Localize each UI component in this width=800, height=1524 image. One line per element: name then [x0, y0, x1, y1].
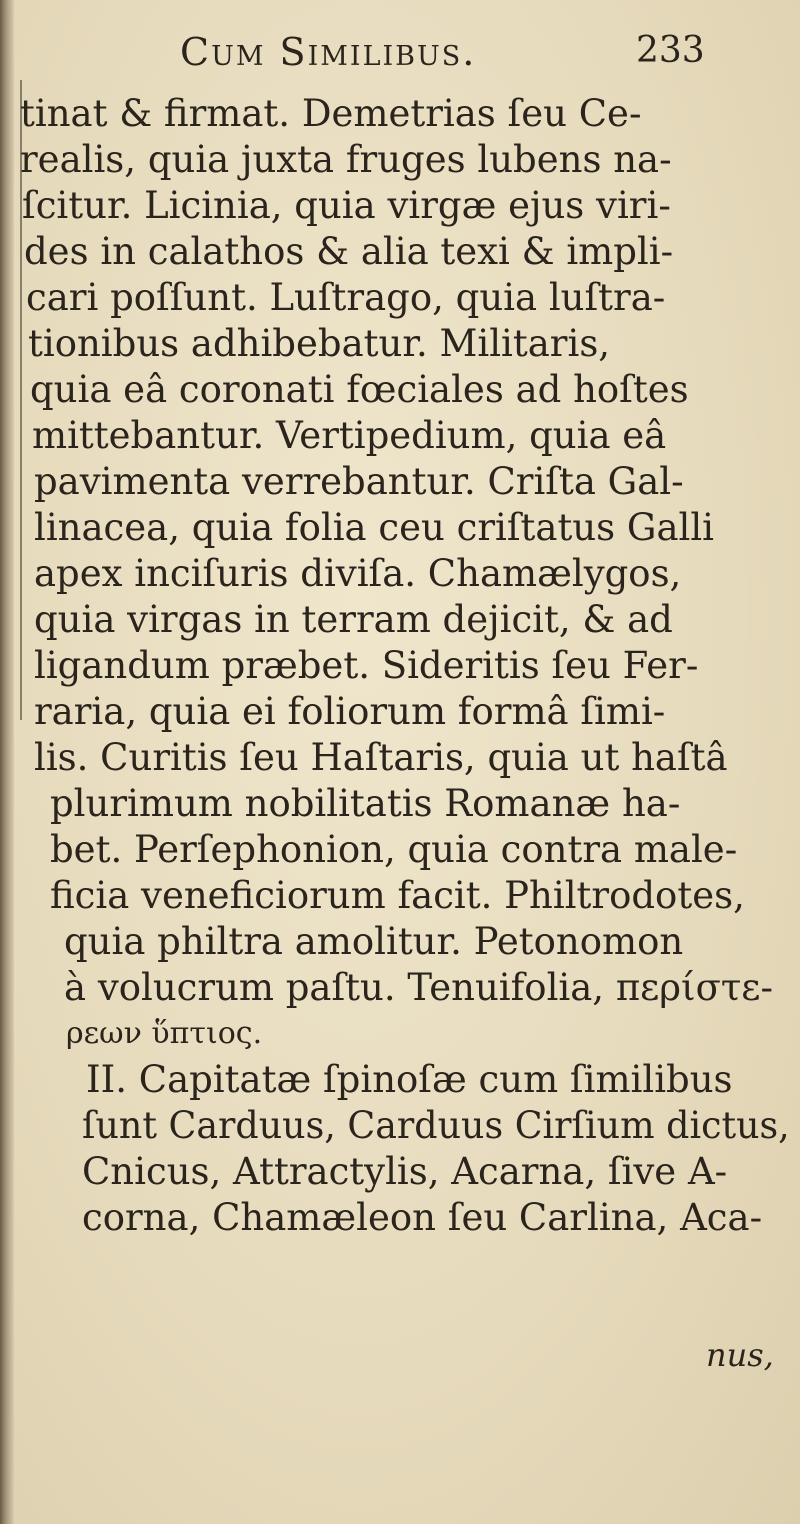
text-line: ρεων ὕπτιος. — [66, 1016, 263, 1051]
text-line: II. Capitatæ ſpinoſæ cum ſimilibus — [86, 1058, 733, 1101]
text-line: pavimenta verrebantur. Criſta Gal- — [34, 460, 684, 503]
text-line: linacea, quia folia ceu criſtatus Galli — [34, 506, 715, 549]
text-line: ſunt Carduus, Carduus Cirſium dictus, — [82, 1104, 790, 1147]
text-line: à volucrum paſtu. Tenuifolia, περίστε- — [64, 966, 773, 1009]
catchword: nus, — [706, 1336, 774, 1374]
text-line: des in calathos & alia texi & impli- — [24, 230, 674, 273]
text-line: mittebantur. Vertipedium, quia eâ — [32, 414, 667, 457]
text-line: ligandum præbet. Sideritis ſeu Fer- — [34, 644, 699, 687]
text-line: tinat & firmat. Demetrias ſeu Ce- — [20, 92, 642, 135]
text-line: quia philtra amolitur. Petonomon — [64, 920, 684, 963]
text-line: corna, Chamæleon ſeu Carlina, Aca- — [82, 1196, 763, 1239]
binding-gutter — [0, 0, 14, 1524]
text-line: tionibus adhibebatur. Militaris, — [28, 322, 611, 365]
text-line: ficia veneficiorum facit. Philtrodotes, — [50, 874, 745, 917]
text-line: bet. Perſephonion, quia contra male- — [50, 828, 738, 871]
text-line: plurimum nobilitatis Romanæ ha- — [50, 782, 681, 825]
page-number: 233 — [636, 30, 705, 71]
text-line: realis, quia juxta fruges lubens na- — [20, 138, 672, 181]
text-line: lis. Curitis ſeu Haſtaris, quia ut haſtâ — [34, 736, 728, 779]
text-line: quia virgas in terram dejicit, & ad — [34, 598, 673, 641]
text-line: ſcitur. Licinia, quia virgæ ejus viri- — [22, 184, 671, 227]
running-title: Cum Similibus. — [180, 30, 477, 74]
text-line: quia eâ coronati fœciales ad hoſtes — [30, 368, 689, 411]
page-header — [0, 20, 800, 80]
text-line: cari poſſunt. Luſtrago, quia luſtra- — [26, 276, 666, 319]
text-line: Cnicus, Attractylis, Acarna, ſive A- — [82, 1150, 728, 1193]
text-line: apex inciſuris diviſa. Chamælygos, — [34, 552, 682, 595]
text-line: raria, quia ei foliorum formâ ſimi- — [34, 690, 666, 733]
